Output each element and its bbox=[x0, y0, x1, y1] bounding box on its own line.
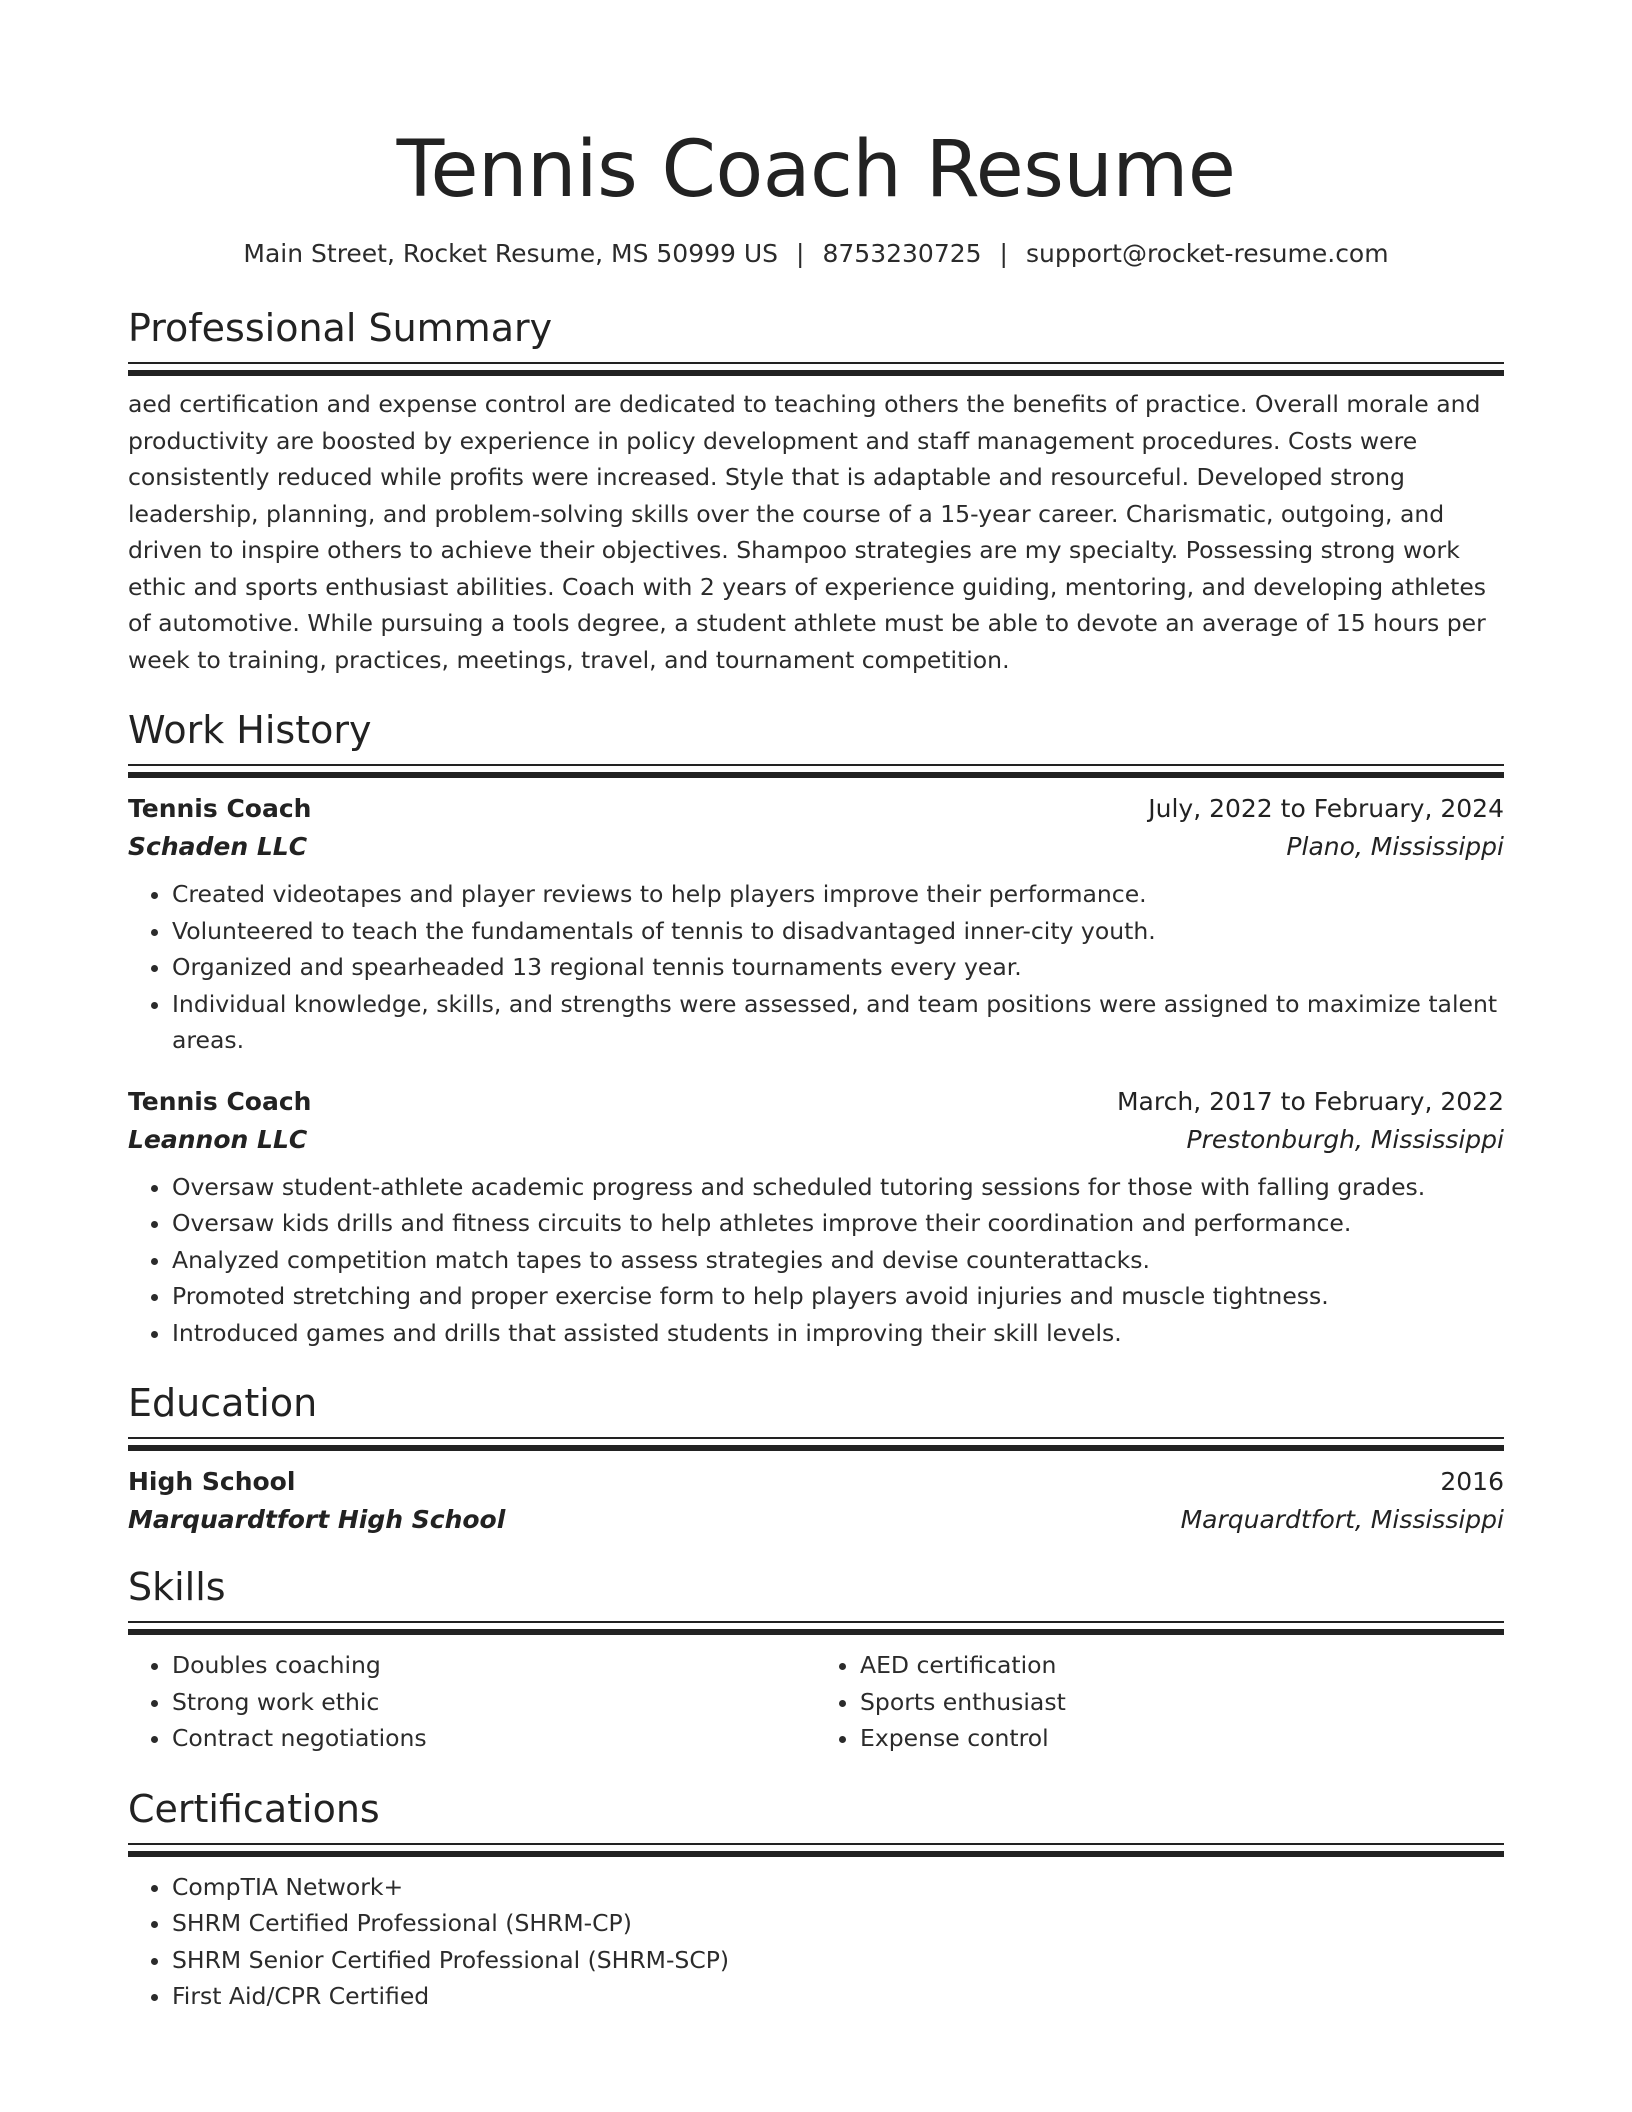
list-item: • Organized and spearheaded 13 regional tennis tournaments every year. bbox=[172, 949, 1504, 986]
section-divider bbox=[128, 362, 1504, 368]
job-dates: July, 2022 to February, 2024 bbox=[1148, 794, 1504, 823]
list-item: • Doubles coaching bbox=[172, 1647, 816, 1684]
list-item: • Expense control bbox=[860, 1720, 1504, 1757]
section-heading: Certifications bbox=[128, 1786, 380, 1831]
job-location: Prestonburgh, Mississippi bbox=[1186, 1124, 1504, 1154]
list-item: • AED certification bbox=[860, 1647, 1504, 1684]
contact-address: Main Street, Rocket Resume, MS 50999 US bbox=[243, 239, 779, 268]
education-school: Marquardtfort High School bbox=[128, 1505, 506, 1534]
list-item: • SHRM Certified Professional (SHRM-CP) bbox=[172, 1905, 1504, 1942]
section-divider bbox=[128, 1621, 1504, 1627]
list-item: • Contract negotiations bbox=[172, 1720, 816, 1757]
section-heading: Skills bbox=[128, 1565, 226, 1609]
job-duties bbox=[128, 1169, 1504, 1352]
job-title: Tennis Coach bbox=[128, 794, 312, 823]
section-divider bbox=[128, 1437, 1504, 1443]
list-item: • Introduced games and drills that assisted students in improving their skill levels. bbox=[172, 1315, 1504, 1352]
contact-line bbox=[128, 238, 1504, 270]
section-divider bbox=[128, 764, 1504, 770]
job-duties bbox=[128, 876, 1504, 1059]
list-item: • Individual knowledge, skills, and strengths were assessed, and team positions were assigned to maximize talent areas. bbox=[172, 986, 1504, 1059]
job-entry bbox=[128, 790, 1504, 1059]
skills-list-right bbox=[816, 1647, 1504, 1757]
list-item: • CompTIA Network+ bbox=[172, 1869, 1504, 1906]
contact-separator: | bbox=[999, 239, 1008, 268]
section-summary bbox=[128, 304, 1504, 678]
list-item: • Created videotapes and player reviews to help players improve their performance. bbox=[172, 876, 1504, 913]
list-item: • SHRM Senior Certified Professional (SHRM-SCP) bbox=[172, 1942, 1504, 1979]
list-item: • Promoted stretching and proper exercise form to help players avoid injuries and muscle tightness. bbox=[172, 1278, 1504, 1315]
education-location: Marquardtfort, Mississippi bbox=[1180, 1505, 1504, 1534]
job-dates: March, 2017 to February, 2022 bbox=[1116, 1086, 1504, 1116]
job-company: Schaden LLC bbox=[128, 832, 308, 861]
section-heading: Professional Summary bbox=[128, 306, 553, 350]
section-heading: Work History bbox=[128, 708, 372, 752]
list-item: • Oversaw kids drills and fitness circuits to help athletes improve their coordination and performance. bbox=[172, 1205, 1504, 1242]
contact-separator: | bbox=[796, 239, 805, 268]
job-entry bbox=[128, 1083, 1504, 1352]
job-company: Leannon LLC bbox=[128, 1124, 308, 1154]
list-item: • Strong work ethic bbox=[172, 1684, 816, 1721]
section-education bbox=[128, 1379, 1504, 1539]
education-year: 2016 bbox=[1440, 1467, 1504, 1496]
section-certifications bbox=[128, 1785, 1504, 2015]
section-work-history bbox=[128, 706, 1504, 1351]
section-skills bbox=[128, 1563, 1504, 1757]
summary-text: aed certification and expense control are dedicated to teaching others the benefits of practice. Overall morale and productivity are boosted by experience in policy development and staff management procedures. Costs were consistently reduced while profits were increased. Style that is adaptable and resourceful. Developed strong leadership, planning, and problem-solving skills over the course of a 15-year career. Charismatic, outgoing, and driven to inspire others to achieve their objectives. Shampoo strategies are my specialty. Possessing strong work ethic and sports enthusiast abilities. Coach with 2 years of experience guiding, mentoring, and developing athletes of automotive. While pursuing a tools degree, a student athlete must be able to devote an average of 15 hours per week to training, practices, meetings, travel, and tournament competition. bbox=[128, 390, 1487, 674]
education-degree: High School bbox=[128, 1467, 296, 1496]
list-item: • Oversaw student-athlete academic progress and scheduled tutoring sessions for those with falling grades. bbox=[172, 1169, 1504, 1206]
job-title: Tennis Coach bbox=[128, 1086, 312, 1116]
skills-list-left bbox=[128, 1647, 816, 1757]
job-location: Plano, Mississippi bbox=[1286, 832, 1504, 861]
certifications-list bbox=[128, 1869, 1504, 2015]
list-item: • Sports enthusiast bbox=[860, 1684, 1504, 1721]
resume-title: Tennis Coach Resume bbox=[396, 125, 1236, 215]
section-divider bbox=[128, 1843, 1504, 1849]
contact-phone: 8753230725 bbox=[822, 239, 982, 268]
contact-email: support@rocket-resume.com bbox=[1025, 239, 1389, 268]
resume-page bbox=[128, 0, 1504, 2015]
list-item: • Analyzed competition match tapes to assess strategies and devise counterattacks. bbox=[172, 1242, 1504, 1279]
list-item: • First Aid/CPR Certified bbox=[172, 1978, 1504, 2015]
section-heading: Education bbox=[128, 1381, 318, 1425]
list-item: • Volunteered to teach the fundamentals of tennis to disadvantaged inner-city youth. bbox=[172, 913, 1504, 950]
